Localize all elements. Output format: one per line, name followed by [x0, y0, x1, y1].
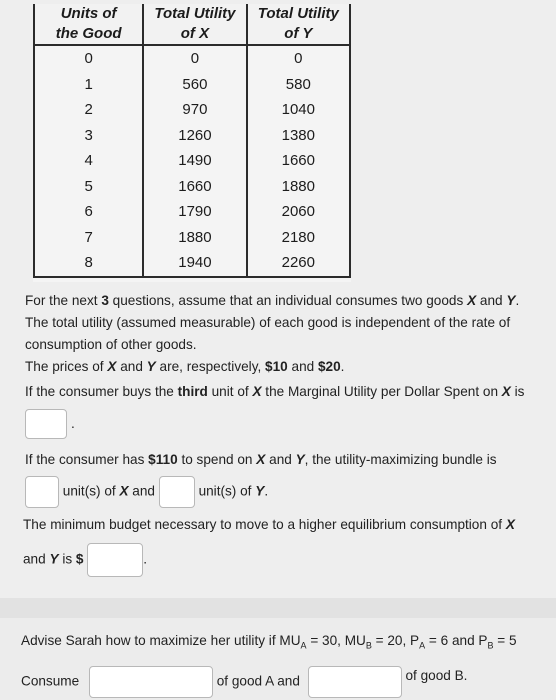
table-row: [34, 199, 350, 225]
header-units: Units of the Good: [34, 4, 143, 45]
cell-units: 1: [34, 72, 143, 98]
intro-line-3: consumption of other goods.: [25, 337, 197, 352]
bundle-answer-row: unit(s) of X and unit(s) of Y.: [25, 476, 268, 508]
cell-units: 8: [34, 250, 143, 277]
table-row: [34, 225, 350, 251]
cell-utility-x: 1260: [143, 123, 246, 149]
question-bundle: If the consumer has $110 to spend on X and Y, the utility-maximizing bundle is: [25, 452, 497, 467]
table-row: [34, 250, 350, 277]
table-row: [34, 97, 350, 123]
cell-utility-y: 1660: [247, 148, 350, 174]
sarah-question-prompt: Advise Sarah how to maximize her utility if $MU_A = 30$, $MU_B = 20$, $P_A = 6$ and $P_B = 5$: [21, 633, 517, 651]
mu-per-dollar-input[interactable]: [25, 409, 67, 439]
intro-line-4: The prices of X and Y are, respectively, $10 and $20.: [25, 359, 345, 374]
sarah-answer-row: Consume of good A and of good B.: [21, 666, 467, 698]
table-row: [34, 45, 350, 72]
cell-utility-y: 0: [247, 45, 350, 72]
cell-units: 0: [34, 45, 143, 72]
cell-utility-x: 560: [143, 72, 246, 98]
header-total-utility-x: Total Utility of X: [143, 4, 246, 45]
cell-utility-x: 1660: [143, 174, 246, 200]
intro-text: [25, 290, 555, 378]
cell-utility-y: 2180: [247, 225, 350, 251]
table-row: [34, 72, 350, 98]
cell-units: 7: [34, 225, 143, 251]
cell-units: 2: [34, 97, 143, 123]
table-row: [34, 148, 350, 174]
cell-utility-y: 1880: [247, 174, 350, 200]
cell-utility-y: 580: [247, 72, 350, 98]
table-header-row: [34, 4, 350, 45]
units-x-input[interactable]: [25, 476, 59, 508]
cell-units: 3: [34, 123, 143, 149]
utility-table: [33, 4, 351, 278]
table-row: [34, 123, 350, 149]
cell-utility-y: 1040: [247, 97, 350, 123]
cell-units: 4: [34, 148, 143, 174]
good-b-input[interactable]: [308, 666, 402, 698]
question-mu-per-dollar: If the consumer buys the third unit of X the Marginal Utility per Dollar Spent on X is: [25, 384, 525, 399]
question-min-budget: The minimum budget necessary to move to a higher equilibrium consumption of X: [23, 517, 515, 532]
units-y-input[interactable]: [159, 476, 195, 508]
cell-utility-y: 2060: [247, 199, 350, 225]
cell-utility-x: 970: [143, 97, 246, 123]
min-budget-answer-row: and Y is $ .: [23, 543, 147, 577]
cell-utility-x: 1790: [143, 199, 246, 225]
mu-answer-row: .: [25, 409, 71, 439]
cell-units: 5: [34, 174, 143, 200]
table-row: [34, 174, 350, 200]
cell-utility-y: 1380: [247, 123, 350, 149]
min-budget-input[interactable]: [87, 543, 143, 577]
intro-line-1: For the next 3 questions, assume that an individual consumes two goods X and Y.: [25, 293, 520, 308]
cell-utility-x: 1880: [143, 225, 246, 251]
sarah-question-card: [0, 618, 556, 700]
good-a-input[interactable]: [89, 666, 213, 698]
utility-table-container: [33, 4, 351, 282]
cell-utility-x: 1490: [143, 148, 246, 174]
second-question-panel: [0, 598, 556, 700]
header-total-utility-y: Total Utility of Y: [247, 4, 350, 45]
cell-utility-x: 1940: [143, 250, 246, 277]
cell-units: 6: [34, 199, 143, 225]
cell-utility-y: 2260: [247, 250, 350, 277]
cell-utility-x: 0: [143, 45, 246, 72]
intro-line-2: The total utility (assumed measurable) of each good is independent of the rate of: [25, 315, 511, 330]
